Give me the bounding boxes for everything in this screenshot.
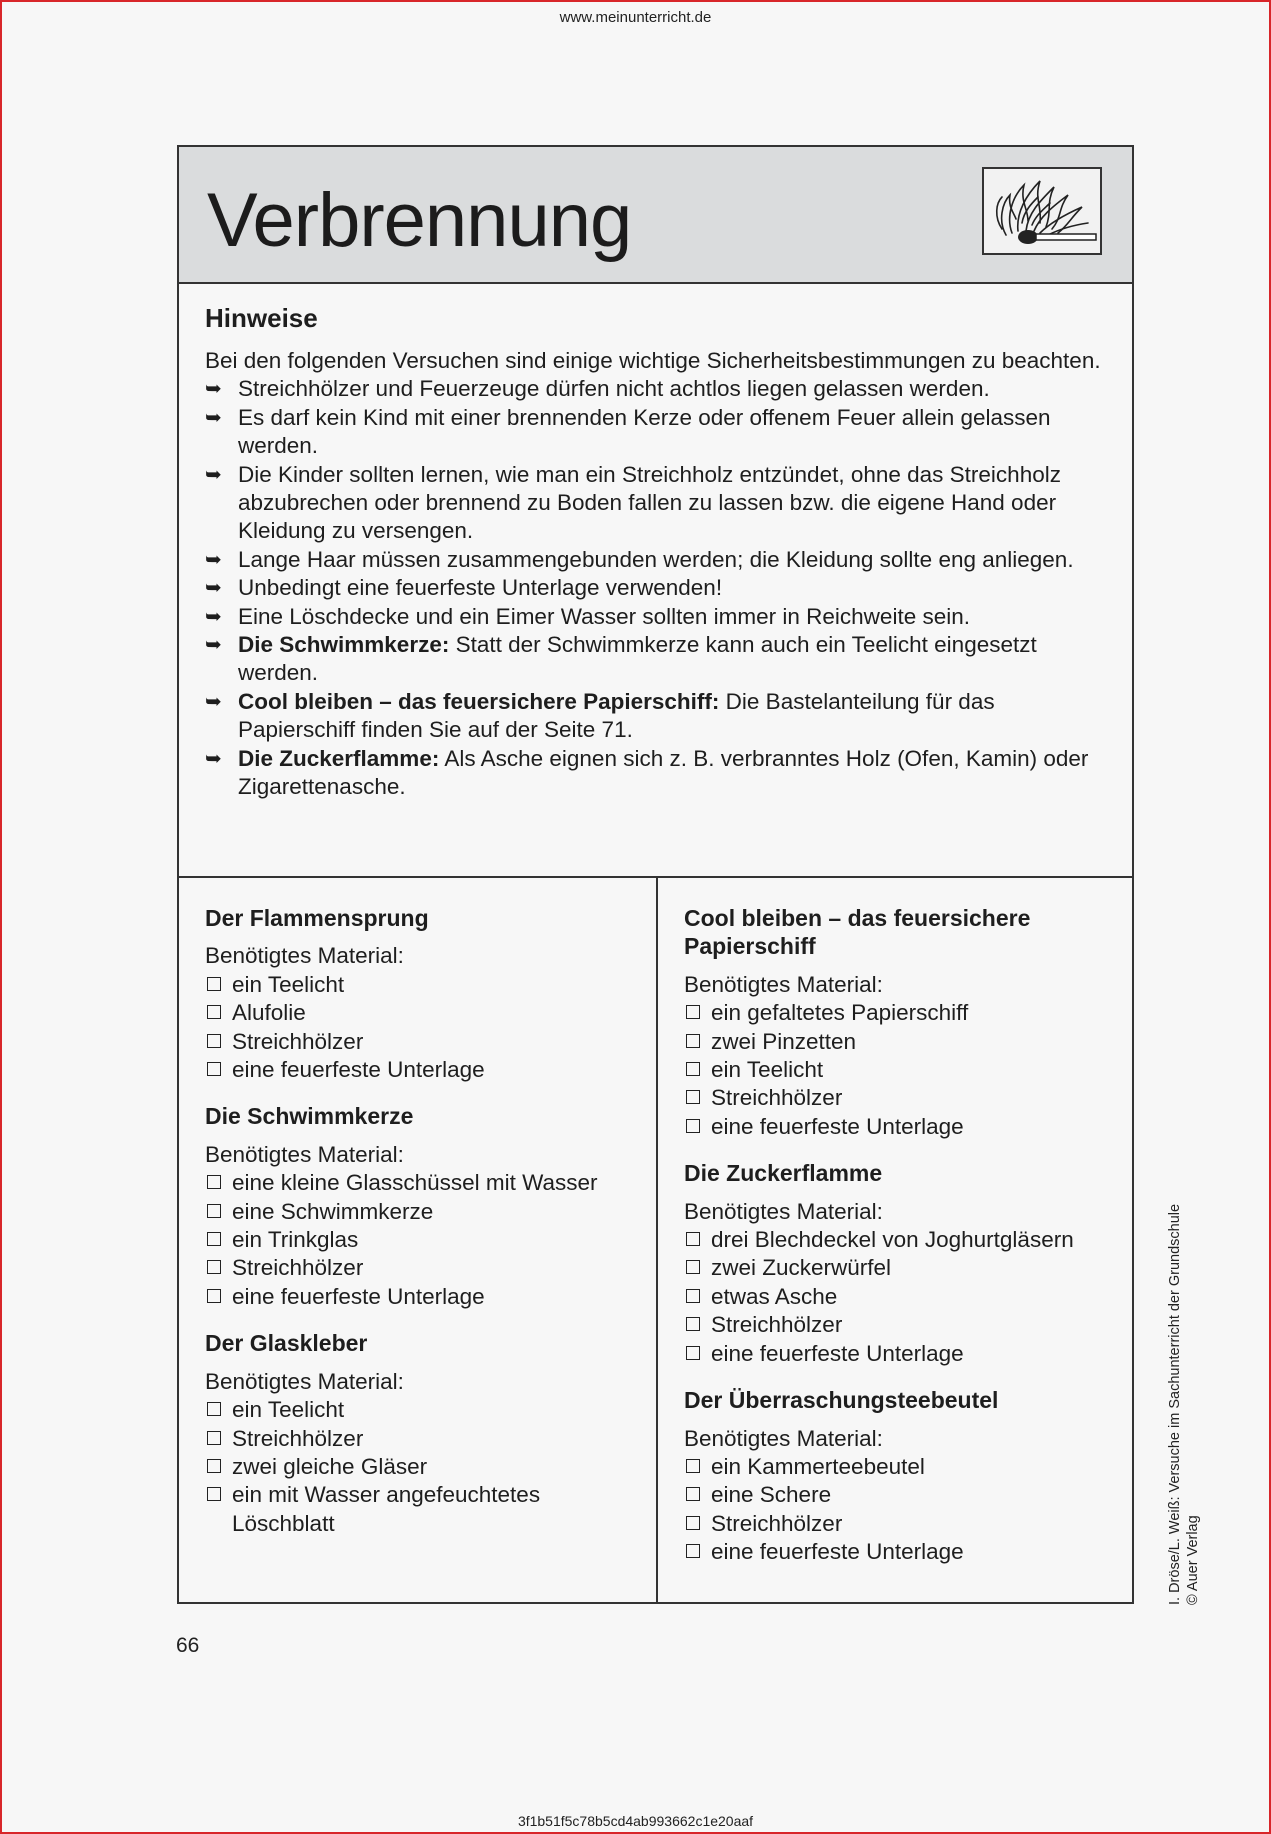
material-item <box>205 1481 645 1538</box>
checkbox-icon <box>207 1289 221 1303</box>
material-item-label: eine feuerfeste Unterlage <box>711 1113 964 1139</box>
arrow-bullet-icon: ➥ <box>205 548 222 571</box>
hinweise-section <box>205 303 1105 802</box>
material-item-label: ein Teelicht <box>711 1057 824 1083</box>
material-item <box>205 971 645 999</box>
checkbox-icon <box>686 1289 700 1303</box>
material-label: Benötigtes Material: <box>684 1425 883 1451</box>
material-item <box>684 1084 1114 1112</box>
material-item-label: zwei Pinzetten <box>711 1028 857 1054</box>
hinweis-item <box>205 461 1105 546</box>
hinweis-text: Die Bastelanteilung für das Papierschiff finden Sie auf der Seite 71. <box>238 688 995 743</box>
document-hash: 3f1b51f5c78b5cd4ab993662c1e20aaf <box>517 1813 754 1829</box>
checkbox-icon <box>207 1260 221 1274</box>
experiment-title: Die Schwimmkerze <box>205 1103 414 1130</box>
material-item <box>684 1254 1114 1282</box>
material-item <box>684 1028 1114 1056</box>
material-list <box>205 1169 645 1311</box>
material-item-label: zwei gleiche Gläser <box>232 1453 428 1479</box>
checkbox-icon <box>686 1062 700 1076</box>
material-item <box>205 1226 645 1254</box>
material-item-label: eine Schere <box>711 1482 832 1508</box>
material-item-label: ein Kammerteebeutel <box>711 1453 925 1479</box>
hinweis-item <box>205 631 1105 688</box>
material-item-label: ein Trinkglas <box>232 1227 359 1253</box>
hinweis-item <box>205 688 1105 745</box>
material-item <box>684 1226 1114 1254</box>
material-item-label: eine feuerfeste Unterlage <box>711 1340 964 1366</box>
material-item-label: Streichhölzer <box>232 1028 364 1054</box>
hinweis-bold-label: Die Zuckerflamme: <box>238 745 440 771</box>
checkbox-icon <box>686 1487 700 1501</box>
material-item <box>205 1283 645 1311</box>
arrow-bullet-icon: ➥ <box>205 747 222 770</box>
material-item <box>205 1254 645 1282</box>
checkbox-icon <box>686 1459 700 1473</box>
material-item <box>205 999 645 1027</box>
experiment-section <box>684 1159 1114 1368</box>
checkbox-icon <box>686 1034 700 1048</box>
material-label: Benötigtes Material: <box>684 971 883 997</box>
hinweise-list <box>205 375 1105 801</box>
material-item <box>684 1311 1114 1339</box>
checkbox-icon <box>207 1062 221 1076</box>
material-item <box>684 1481 1114 1509</box>
hinweis-item <box>205 404 1105 461</box>
experiment-section <box>205 904 645 1084</box>
page-title: Verbrennung <box>207 178 632 263</box>
checkbox-icon <box>686 1260 700 1274</box>
source-url: www.meinunterricht.de <box>559 9 712 26</box>
material-item-label: eine feuerfeste Unterlage <box>232 1057 485 1083</box>
checkbox-icon <box>207 1459 221 1473</box>
checkbox-icon <box>207 1487 221 1501</box>
material-list <box>684 999 1114 1141</box>
material-item-label: eine kleine Glasschüssel mit Wasser <box>232 1170 598 1196</box>
checkbox-icon <box>686 1232 700 1246</box>
experiment-title: Der Glaskleber <box>205 1330 368 1357</box>
material-list <box>684 1453 1114 1567</box>
experiment-title: Der Überraschungsteebeutel <box>684 1387 999 1414</box>
experiment-section <box>684 904 1114 1141</box>
material-label: Benötigtes Material: <box>205 943 404 969</box>
material-label: Benötigtes Material: <box>684 1198 883 1224</box>
experiment-title: Die Zuckerflamme <box>684 1160 883 1187</box>
hinweis-text: Eine Löschdecke und ein Eimer Wasser sollten immer in Reichweite sein. <box>238 603 970 629</box>
material-item-label: etwas Asche <box>711 1283 838 1309</box>
material-item <box>205 1056 645 1084</box>
material-item-label: eine Schwimmkerze <box>232 1198 434 1224</box>
page-number: 66 <box>176 1634 200 1657</box>
left-column <box>205 904 645 1556</box>
arrow-bullet-icon: ➥ <box>205 378 222 401</box>
material-label: Benötigtes Material: <box>205 1368 404 1394</box>
material-item-label: zwei Zuckerwürfel <box>711 1255 892 1281</box>
material-item-label: Streichhölzer <box>232 1255 364 1281</box>
hinweis-bold-label: Die Schwimmkerze: <box>238 632 450 658</box>
material-item <box>684 1538 1114 1566</box>
material-item-label: Streichhölzer <box>711 1085 843 1111</box>
worksheet <box>177 145 1134 1604</box>
material-item <box>684 999 1114 1027</box>
checkbox-icon <box>686 1346 700 1360</box>
experiment-section <box>205 1102 645 1311</box>
material-list <box>205 1396 645 1538</box>
material-item <box>684 1453 1114 1481</box>
arrow-bullet-icon: ➥ <box>205 634 222 657</box>
material-item-label: Streichhölzer <box>711 1510 843 1536</box>
hinweise-heading: Hinweise <box>205 303 318 333</box>
checkbox-icon <box>686 1516 700 1530</box>
material-item-label: eine feuerfeste Unterlage <box>232 1283 485 1309</box>
hinweis-text: Lange Haar müssen zusammengebunden werden; die Kleidung sollte eng anliegen. <box>238 546 1074 572</box>
material-item-label: ein Teelicht <box>232 1397 345 1423</box>
hinweis-text: Die Kinder sollten lernen, wie man ein Streichholz entzündet, ohne das Streichholz abzubrechen oder brennend zu Boden fallen zu lassen bzw. die eigene Hand oder Kleidung zu versengen. <box>238 461 1061 544</box>
material-item-label: drei Blechdeckel von Joghurtgläsern <box>711 1227 1074 1253</box>
material-item-label: ein mit Wasser angefeuchtetes Löschblatt <box>232 1482 541 1536</box>
hinweis-text: Unbedingt eine feuerfeste Unterlage verwenden! <box>238 575 723 601</box>
material-item <box>205 1425 645 1453</box>
arrow-bullet-icon: ➥ <box>205 605 222 628</box>
checkbox-icon <box>207 1402 221 1416</box>
hinweis-text: Es darf kein Kind mit einer brennenden Kerze oder offenem Feuer allein gelassen werden. <box>238 404 1051 459</box>
checkbox-icon <box>686 1005 700 1019</box>
hinweis-item <box>205 745 1105 802</box>
arrow-bullet-icon: ➥ <box>205 690 222 713</box>
checkbox-icon <box>207 1175 221 1189</box>
checkbox-icon <box>207 1005 221 1019</box>
material-item-label: ein gefaltetes Papierschiff <box>711 1000 969 1026</box>
material-item-label: ein Teelicht <box>232 971 345 997</box>
experiment-section <box>205 1329 645 1538</box>
hinweis-text: Als Asche eignen sich z. B. verbranntes Holz (Ofen, Kamin) oder Zigarettenasche. <box>238 745 1089 800</box>
burning-match-icon <box>982 167 1102 255</box>
material-list <box>684 1226 1114 1368</box>
material-item <box>684 1283 1114 1311</box>
checkbox-icon <box>207 1034 221 1048</box>
experiment-section <box>684 1386 1114 1566</box>
checkbox-icon <box>686 1090 700 1104</box>
material-item-label: Alufolie <box>232 1000 306 1026</box>
column-divider <box>656 878 658 1602</box>
checkbox-icon <box>686 1317 700 1331</box>
hinweis-text: Streichhölzer und Feuerzeuge dürfen nicht achtlos liegen gelassen werden. <box>238 376 990 402</box>
experiment-title: Der Flammensprung <box>205 905 429 931</box>
title-bar <box>179 147 1132 284</box>
checkbox-icon <box>207 1431 221 1445</box>
material-item <box>684 1510 1114 1538</box>
arrow-bullet-icon: ➥ <box>205 463 222 486</box>
material-item-label: Streichhölzer <box>711 1312 843 1338</box>
checkbox-icon <box>207 977 221 991</box>
checkbox-icon <box>207 1204 221 1218</box>
material-item <box>684 1340 1114 1368</box>
arrow-bullet-icon: ➥ <box>205 406 222 429</box>
hinweis-item <box>205 375 1105 403</box>
material-item-label: eine feuerfeste Unterlage <box>711 1539 964 1565</box>
material-item <box>205 1453 645 1481</box>
arrow-bullet-icon: ➥ <box>205 577 222 600</box>
checkbox-icon <box>207 1232 221 1246</box>
hinweis-text: Statt der Schwimmkerze kann auch ein Teelicht eingesetzt werden. <box>238 632 1037 686</box>
hinweise-intro: Bei den folgenden Versuchen sind einige wichtige Sicherheitsbestimmungen zu beachten. <box>205 348 1101 373</box>
material-item <box>205 1396 645 1424</box>
side-credit-line2: © Auer Verlag <box>1185 1515 1201 1605</box>
material-item <box>205 1169 645 1197</box>
material-item <box>205 1198 645 1226</box>
material-item <box>205 1028 645 1056</box>
material-list <box>205 971 645 1085</box>
experiment-title: Cool bleiben – das feuersichere Papierschiff <box>684 905 1031 960</box>
side-credit-line1: I. Dröse/L. Weiß: Versuche im Sachunterricht der Grundschule <box>1167 1203 1183 1605</box>
hinweis-item <box>205 546 1105 574</box>
material-item <box>684 1056 1114 1084</box>
side-credit <box>1166 1204 1202 1605</box>
hinweis-item <box>205 574 1105 602</box>
hinweis-bold-label: Cool bleiben – das feuersichere Papierschiff: <box>238 688 720 714</box>
material-item-label: Streichhölzer <box>232 1425 364 1451</box>
right-column <box>684 904 1114 1585</box>
material-label: Benötigtes Material: <box>205 1141 404 1167</box>
material-item <box>684 1113 1114 1141</box>
checkbox-icon <box>686 1544 700 1558</box>
checkbox-icon <box>686 1119 700 1133</box>
hinweis-item <box>205 603 1105 631</box>
